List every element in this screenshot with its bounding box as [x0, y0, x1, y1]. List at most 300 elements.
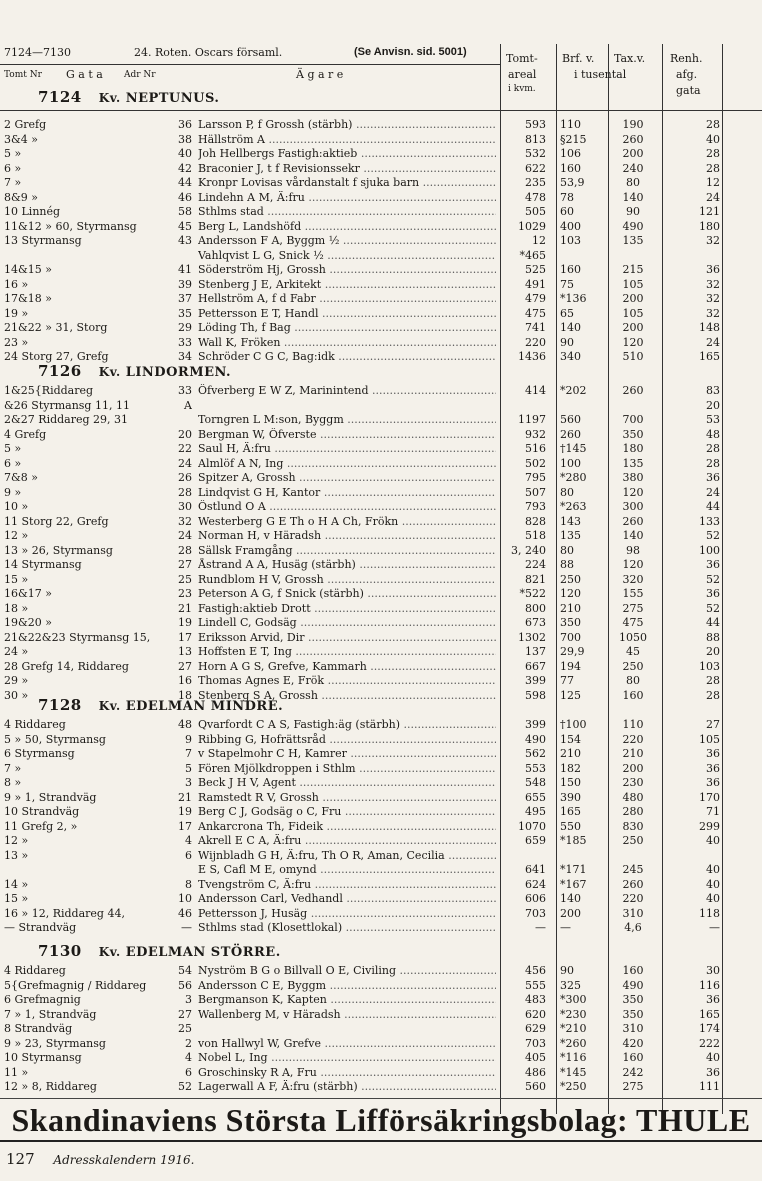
area-cell: 532	[525, 147, 546, 160]
area-cell: *465	[519, 248, 546, 262]
area-cell: 553	[525, 761, 546, 775]
address-number-cell: 7	[185, 747, 192, 760]
cleaning-fee-cell: 133	[699, 514, 720, 528]
page-footer	[6, 1150, 194, 1168]
address-number-cell: 41	[178, 263, 192, 276]
table-row	[0, 205, 762, 220]
street-cell: 19&20 »	[4, 616, 53, 629]
block-title	[38, 362, 231, 380]
fire-insurance-value-cell: *167	[560, 877, 587, 891]
address-number-cell: 24	[178, 456, 192, 470]
tax-value-cell: 160	[622, 1051, 644, 1064]
tax-value-cell: 245	[622, 863, 644, 876]
table-row	[0, 964, 762, 979]
area-cell: *522	[519, 587, 546, 600]
owner-cell: Berg L, Landshöfd .....	[198, 220, 496, 235]
col-kvm: i kvm.	[508, 84, 536, 94]
street-cell: 3&4 »	[4, 132, 39, 146]
fire-insurance-value-cell: *300	[560, 993, 587, 1006]
cleaning-fee-cell: 36	[706, 747, 720, 760]
fire-insurance-value-cell: 100	[560, 456, 581, 470]
fire-insurance-value-cell: 106	[560, 147, 581, 160]
tax-value-cell: 490	[622, 978, 644, 992]
fire-insurance-value-cell: 160	[560, 263, 581, 276]
table-row	[0, 645, 762, 660]
table-row	[0, 515, 762, 530]
fire-insurance-value-cell: 194	[560, 659, 581, 673]
area-cell: 598	[525, 688, 546, 702]
cleaning-fee-cell: 52	[706, 529, 720, 542]
address-number-cell: 35	[178, 306, 192, 320]
area-cell: 502	[525, 456, 546, 470]
owner-cell: Bergmanson K, Kapten .....	[198, 993, 496, 1008]
header-rule	[0, 64, 500, 65]
fire-insurance-value-cell: *136	[560, 292, 587, 305]
fire-insurance-value-cell: 29,9	[560, 645, 585, 658]
address-number-cell: 20	[178, 427, 192, 441]
fire-insurance-value-cell: 200	[560, 906, 581, 920]
owner-cell: Hällström A .....	[198, 133, 496, 148]
owner-cell: Larsson P, f Grossh (stärbh) .....	[198, 118, 496, 133]
fire-insurance-value-cell: 88	[560, 558, 574, 571]
owner-cell: Löding Th, f Bag .....	[198, 321, 496, 336]
area-cell: 629	[525, 1022, 546, 1035]
cleaning-fee-cell: 36	[706, 776, 720, 789]
street-cell: 15 »	[4, 572, 29, 586]
tax-value-cell: 280	[622, 805, 644, 818]
owner-cell: Östlund O A .....	[198, 500, 496, 515]
owner-cell: Lagerwall A F, Ä:fru (stärbh) .....	[198, 1080, 496, 1095]
owner-cell: Westerberg G E Th o H A Ch, Frökn .....	[198, 515, 496, 530]
owner-cell: Fastigh:aktieb Drott .....	[198, 602, 496, 617]
area-cell: 821	[525, 572, 546, 586]
owner-cell: Beck J H V, Agent .....	[198, 776, 496, 791]
cleaning-fee-cell: 36	[706, 1065, 720, 1079]
fire-insurance-value-cell: *280	[560, 471, 587, 484]
table-row	[0, 1022, 762, 1037]
block-kv: Kv.	[98, 365, 121, 379]
cleaning-fee-cell: 40	[706, 1051, 720, 1064]
block-rows	[0, 384, 762, 703]
tax-value-cell: 490	[622, 219, 644, 233]
cleaning-fee-cell: 52	[706, 572, 720, 586]
block-name: LINDORMEN.	[125, 365, 232, 380]
table-row	[0, 471, 762, 486]
area-cell: 456	[525, 964, 546, 977]
table-row	[0, 118, 762, 133]
fire-insurance-value-cell: 75	[560, 277, 574, 291]
fire-insurance-value-cell: 350	[560, 616, 581, 629]
street-cell: 4 Grefg	[4, 427, 47, 441]
tax-value-cell: 160	[622, 688, 644, 702]
street-cell: 16 »	[4, 277, 29, 291]
table-row	[0, 321, 762, 336]
footer-rule	[0, 1140, 762, 1142]
owner-cell: Hellström A, f d Fabr .....	[198, 292, 496, 307]
table-row	[0, 907, 762, 922]
owner-cell: Ribbing G, Hofrättsråd .....	[198, 733, 496, 748]
address-number-cell: 2	[185, 1036, 192, 1050]
address-number-cell: 37	[178, 292, 192, 305]
area-cell: 507	[525, 485, 546, 499]
area-cell: 1197	[518, 413, 546, 426]
area-cell: 560	[525, 1080, 546, 1093]
street-cell: 6 »	[4, 456, 22, 470]
reference-note: (Se Anvisn. sid. 5001)	[354, 46, 467, 58]
address-number-cell: 54	[178, 964, 192, 977]
address-number-cell: 19	[178, 616, 192, 629]
area-cell: 813	[525, 132, 546, 146]
cleaning-fee-cell: 83	[706, 384, 720, 397]
street-cell: 11&12 » 60, Styrmansg	[4, 219, 137, 233]
table-row	[0, 147, 762, 162]
tax-value-cell: 200	[622, 292, 644, 305]
area-cell: 655	[525, 790, 546, 804]
table-row	[0, 249, 762, 264]
fire-insurance-value-cell: 53,9	[560, 176, 585, 189]
block-rows	[0, 718, 762, 936]
owner-cell: Stenberg J E, Arkitekt .....	[198, 278, 496, 293]
table-row	[0, 791, 762, 806]
area-cell: 562	[525, 747, 546, 760]
cleaning-fee-cell: 44	[706, 616, 720, 629]
area-cell: 137	[525, 645, 546, 658]
fire-insurance-value-cell: 140	[560, 892, 581, 905]
street-cell: 21&22 » 31, Storg	[4, 321, 108, 334]
table-row	[0, 1037, 762, 1052]
tax-value-cell: 260	[622, 877, 644, 891]
address-number-cell: 10	[178, 892, 192, 905]
fire-insurance-value-cell: *260	[560, 1036, 587, 1050]
table-row	[0, 921, 762, 936]
address-number-cell: 22	[178, 442, 192, 455]
fire-insurance-value-cell: *263	[560, 500, 587, 513]
tax-value-cell: 230	[622, 776, 644, 789]
address-number-cell: 48	[178, 718, 192, 731]
owner-cell: Joh Hellbergs Fastigh:aktieb .....	[198, 147, 496, 162]
tax-value-cell: 380	[622, 471, 644, 484]
block-title	[38, 88, 219, 106]
owner-cell: Vahlqvist L G, Snick ½ .....	[198, 249, 496, 264]
address-number-cell: 34	[178, 350, 192, 363]
street-cell: 5 »	[4, 442, 22, 455]
address-number-cell: 5	[185, 761, 192, 775]
area-cell: 235	[525, 176, 546, 189]
street-cell: 10 Styrmansg	[4, 1051, 82, 1064]
col-gata-renh: gata	[676, 84, 701, 97]
area-cell: 220	[525, 335, 546, 349]
street-cell: 11 »	[4, 1065, 29, 1079]
owner-cell: Ankarcrona Th, Fideik .....	[198, 820, 496, 835]
fire-insurance-value-cell: 700	[560, 630, 581, 644]
address-number-cell: 17	[178, 630, 192, 644]
address-number-cell: 6	[185, 848, 192, 862]
table-row	[0, 428, 762, 443]
street-cell: 6 Styrmansg	[4, 747, 75, 760]
tax-value-cell: 350	[622, 427, 644, 441]
col-tomt: Tomt-	[506, 52, 538, 65]
block-kv: Kv.	[98, 91, 121, 105]
table-row	[0, 307, 762, 322]
owner-cell: Pettersson J, Husäg .....	[198, 907, 496, 922]
tax-value-cell: 700	[622, 413, 644, 426]
street-cell: 5{Grefmagnig / Riddareg	[4, 978, 147, 992]
col-renh: Renh.	[670, 52, 703, 65]
table-row	[0, 486, 762, 501]
col-tax: Tax.v.	[614, 52, 646, 65]
cleaning-fee-cell: 165	[699, 350, 720, 363]
cleaning-fee-cell: 28	[706, 161, 720, 175]
tax-value-cell: 475	[622, 616, 644, 629]
tax-value-cell: 260	[622, 514, 644, 528]
cleaning-fee-cell: 299	[699, 819, 720, 833]
tax-value-cell: 215	[622, 263, 644, 276]
owner-cell: Andersson Carl, Vedhandl .....	[198, 892, 496, 907]
address-number-cell: 36	[178, 118, 192, 131]
block-kv: Kv.	[98, 699, 121, 713]
street-cell: 11 Storg 22, Grefg	[4, 514, 109, 528]
table-row	[0, 834, 762, 849]
street-cell: 5 »	[4, 147, 22, 160]
owner-cell: Almlöf A N, Ing .....	[198, 457, 496, 472]
address-number-cell: 30	[178, 500, 192, 513]
fire-insurance-value-cell: 140	[560, 321, 581, 334]
cleaning-fee-cell: 71	[706, 805, 720, 818]
address-number-cell: 23	[178, 587, 192, 600]
tax-value-cell: 350	[622, 1007, 644, 1021]
street-cell: 24 Storg 27, Grefg	[4, 350, 109, 363]
address-number-cell: 46	[178, 190, 192, 204]
owner-cell: Fören Mjölkdroppen i Sthlm .....	[198, 762, 496, 777]
area-cell: 620	[525, 1007, 546, 1021]
address-number-cell: 25	[178, 572, 192, 586]
tax-value-cell: 310	[622, 1022, 644, 1035]
block-rows	[0, 118, 762, 365]
table-row	[0, 979, 762, 994]
area-cell: 224	[525, 558, 546, 571]
cleaning-fee-cell: 27	[706, 718, 720, 731]
address-number-cell: 40	[178, 147, 192, 160]
street-cell: 16&17 »	[4, 587, 53, 600]
cleaning-fee-cell: 40	[706, 132, 720, 146]
tax-value-cell: 350	[622, 993, 644, 1006]
tax-value-cell: 220	[622, 892, 644, 905]
block-name: EDELMAN STÖRRE.	[125, 945, 281, 960]
street-cell: 13 Styrmansg	[4, 234, 82, 247]
tax-value-cell: 110	[622, 718, 644, 731]
tax-value-cell: 120	[622, 335, 644, 349]
block-rows	[0, 964, 762, 1095]
owner-cell: Åstrand A A, Husäg (stärbh) .....	[198, 558, 496, 573]
tax-value-cell: 275	[622, 601, 644, 615]
owner-cell: Pettersson E T, Handl .....	[198, 307, 496, 322]
tax-value-cell: 140	[622, 190, 644, 204]
table-row	[0, 1008, 762, 1023]
fire-insurance-value-cell: 210	[560, 601, 581, 615]
table-row	[0, 558, 762, 573]
owner-cell: Rundblom H V, Grossh .....	[198, 573, 496, 588]
address-number-cell: 42	[178, 161, 192, 175]
table-row	[0, 993, 762, 1008]
cleaning-fee-cell: 52	[706, 601, 720, 615]
book-title: Adresskalendern 1916.	[53, 1153, 195, 1167]
footer-top-rule	[0, 1098, 762, 1099]
fire-insurance-value-cell: 260	[560, 427, 581, 441]
address-number-cell: 4	[185, 1051, 192, 1064]
col-tusental: i tusental	[574, 68, 627, 81]
fire-insurance-value-cell: 65	[560, 306, 574, 320]
fire-insurance-value-cell: 340	[560, 350, 581, 363]
table-row	[0, 718, 762, 733]
owner-cell: Kronpr Lovisas vårdanstalt f sjuka barn .....	[198, 176, 496, 191]
street-cell: 10 Strandväg	[4, 805, 80, 818]
street-cell: 19 »	[4, 306, 29, 320]
advertisement-banner: Skandinaviens Största Lifförsäkringsbolag: THULE	[11, 1102, 751, 1138]
fire-insurance-value-cell: 165	[560, 805, 581, 818]
cleaning-fee-cell: 40	[706, 877, 720, 891]
owner-cell: Andersson C E, Byggm .....	[198, 979, 496, 994]
table-row	[0, 674, 762, 689]
tax-value-cell: 240	[622, 161, 644, 175]
table-row	[0, 660, 762, 675]
owner-cell: Thomas Agnes E, Frök .....	[198, 674, 496, 689]
col-afg: afg.	[676, 68, 698, 81]
area-cell: 593	[525, 118, 546, 131]
address-number-cell: 38	[178, 132, 192, 146]
table-row	[0, 805, 762, 820]
address-number-cell: 39	[178, 277, 192, 291]
address-number-cell: 33	[178, 384, 192, 397]
owner-cell: Berg C J, Godsäg o C, Fru .....	[198, 805, 496, 820]
cleaning-fee-cell: —	[709, 921, 720, 934]
owner-cell: Wall K, Fröken .....	[198, 336, 496, 351]
table-row	[0, 878, 762, 893]
table-row	[0, 133, 762, 148]
cleaning-fee-cell: 53	[706, 413, 720, 426]
cleaning-fee-cell: 100	[699, 543, 720, 557]
col-gata: G a t a	[66, 68, 103, 81]
tax-value-cell: 155	[622, 587, 644, 600]
table-row	[0, 1080, 762, 1095]
area-cell: 795	[525, 471, 546, 484]
address-number-cell: 29	[178, 321, 192, 334]
area-cell: 659	[525, 834, 546, 847]
table-row	[0, 384, 762, 399]
address-number-cell: 28	[178, 485, 192, 499]
street-cell: 4 Riddareg	[4, 964, 66, 977]
owner-cell: Lindell C, Godsäg .....	[198, 616, 496, 631]
tax-value-cell: 4,6	[624, 921, 642, 934]
table-row	[0, 263, 762, 278]
area-cell: 667	[525, 659, 546, 673]
address-number-cell: 25	[178, 1022, 192, 1035]
address-number-cell: 58	[178, 205, 192, 218]
cleaning-fee-cell: 40	[706, 892, 720, 905]
area-cell: 491	[525, 277, 546, 291]
area-cell: 483	[525, 993, 546, 1006]
area-cell: 525	[525, 263, 546, 276]
tax-value-cell: 140	[622, 529, 644, 542]
cleaning-fee-cell: 28	[706, 147, 720, 160]
owner-cell: Tvengström C, Ä:fru .....	[198, 878, 496, 893]
parish-title: 24. Roten. Oscars församl.	[134, 46, 283, 59]
owner-cell: v Stapelmohr C H, Kamrer .....	[198, 747, 496, 762]
street-cell: 12 »	[4, 529, 29, 542]
street-cell: 29 »	[4, 674, 29, 687]
cleaning-fee-cell: 170	[699, 790, 720, 804]
fire-insurance-value-cell: *185	[560, 834, 587, 847]
table-row	[0, 191, 762, 206]
owner-cell: Söderström Hj, Grossh .....	[198, 263, 496, 278]
fire-insurance-value-cell: 150	[560, 776, 581, 789]
area-cell: 414	[525, 384, 546, 397]
block-number: 7126	[38, 362, 82, 380]
address-number-cell: 33	[178, 335, 192, 349]
block-number: 7124	[38, 88, 82, 106]
owner-cell: Sällsk Framgång .....	[198, 544, 496, 559]
tax-value-cell: 242	[622, 1065, 644, 1079]
address-number-cell: 3	[185, 776, 192, 789]
area-cell: 548	[525, 776, 546, 789]
address-number-cell: 18	[178, 688, 192, 702]
fire-insurance-value-cell: *145	[560, 1065, 587, 1079]
table-row	[0, 292, 762, 307]
table-row	[0, 863, 762, 878]
street-cell: 14 »	[4, 877, 29, 891]
cleaning-fee-cell: 40	[706, 863, 720, 876]
table-row	[0, 776, 762, 791]
tax-value-cell: 120	[622, 558, 644, 571]
fire-insurance-value-cell: †100	[560, 718, 587, 731]
street-cell: 10 »	[4, 500, 29, 513]
street-cell: 23 »	[4, 335, 29, 349]
area-cell: 3, 240	[511, 543, 546, 557]
cleaning-fee-cell: 36	[706, 263, 720, 276]
area-cell: 505	[525, 205, 546, 218]
street-cell: 8&9 »	[4, 190, 39, 204]
tax-value-cell: 180	[622, 442, 644, 455]
cleaning-fee-cell: 222	[699, 1036, 720, 1050]
cleaning-fee-cell: 24	[706, 485, 720, 499]
table-row	[0, 529, 762, 544]
cleaning-fee-cell: 32	[706, 277, 720, 291]
tax-value-cell: 105	[622, 306, 644, 320]
block-number: 7130	[38, 942, 82, 960]
cleaning-fee-cell: 20	[706, 398, 720, 412]
address-number-cell: 28	[178, 543, 192, 557]
owner-cell: Norman H, v Häradsh .....	[198, 529, 496, 544]
street-cell: 1&25{Riddareg	[4, 384, 94, 397]
fire-insurance-value-cell: 135	[560, 529, 581, 542]
tax-value-cell: 200	[622, 761, 644, 775]
tax-value-cell: 250	[622, 659, 644, 673]
street-cell: 13 »	[4, 848, 29, 862]
fire-insurance-value-cell: 120	[560, 587, 581, 600]
fire-insurance-value-cell: 182	[560, 761, 581, 775]
tax-value-cell: 830	[622, 819, 644, 833]
area-cell: 490	[525, 732, 546, 746]
street-cell: 6 Grefmagnig	[4, 993, 81, 1006]
area-cell: 399	[525, 674, 546, 687]
area-cell: 624	[525, 877, 546, 891]
address-number-cell: 52	[178, 1080, 192, 1093]
area-cell: 555	[525, 978, 546, 992]
fire-insurance-value-cell: 90	[560, 964, 574, 977]
fire-insurance-value-cell: 550	[560, 819, 581, 833]
street-cell: 10 Linnég	[4, 205, 61, 218]
table-row	[0, 162, 762, 177]
cleaning-fee-cell: 24	[706, 190, 720, 204]
